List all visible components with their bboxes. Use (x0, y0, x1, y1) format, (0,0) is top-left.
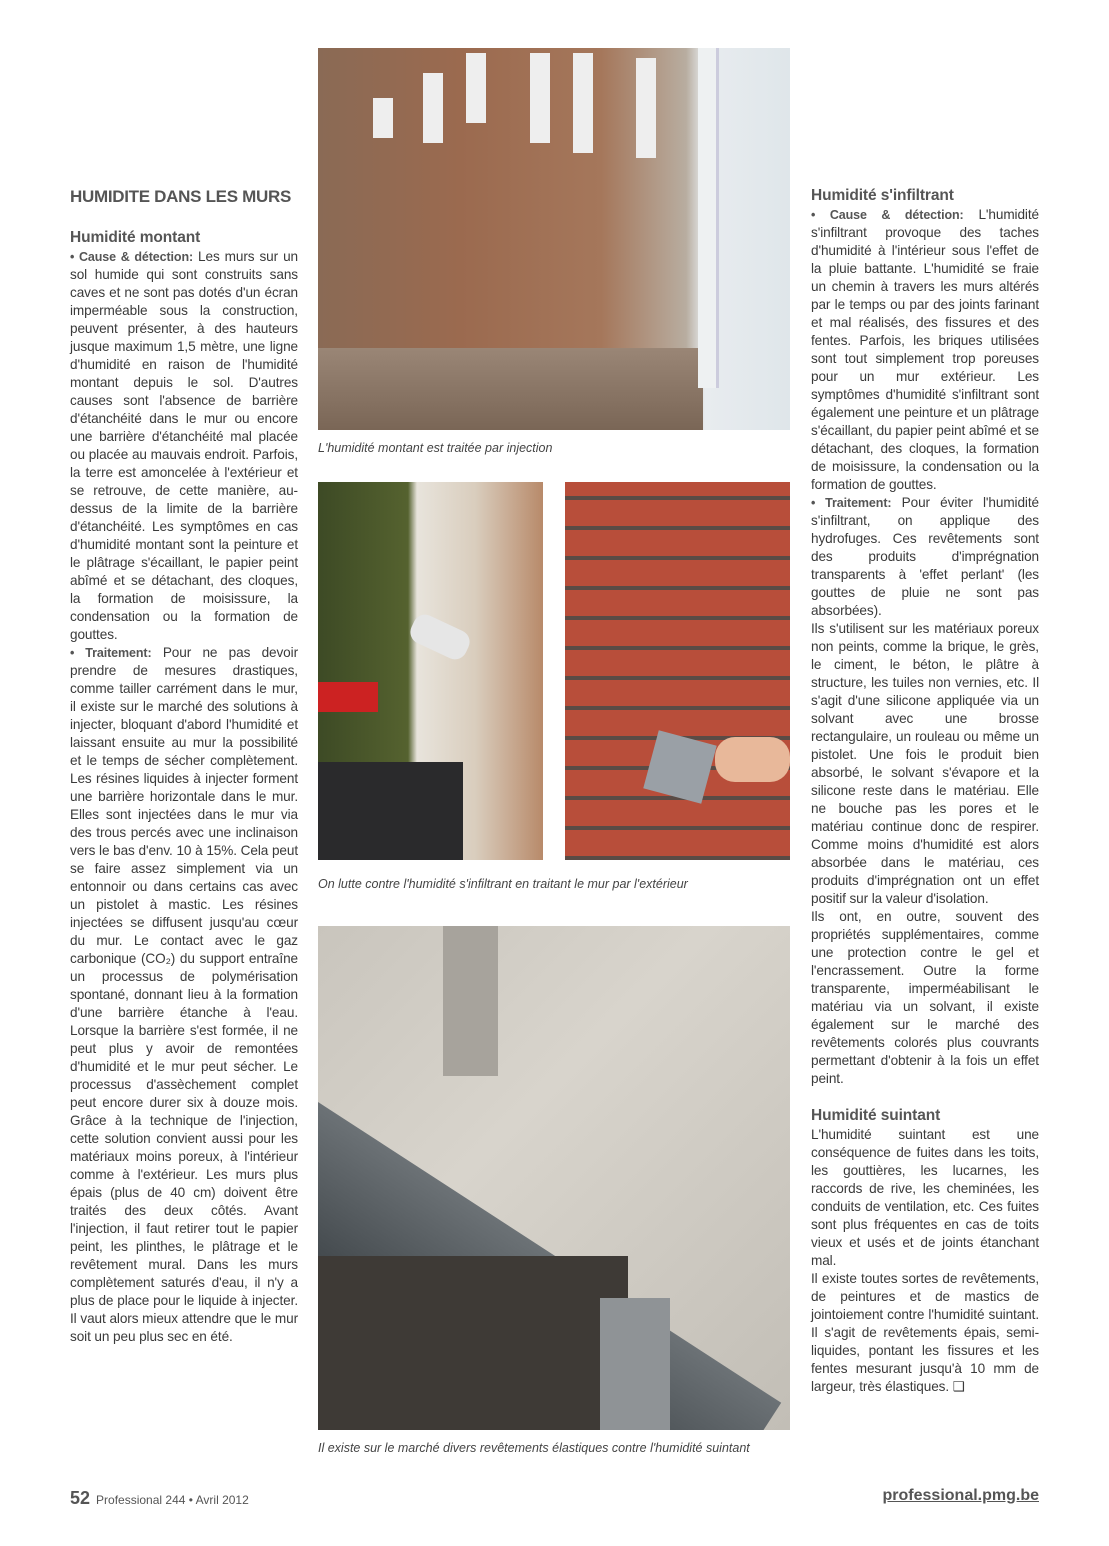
paragraph: L'humidité suintant est une conséquence de fuites dans les toits, les gouttières, les lucarnes, les raccords de rive, les cheminées, les conduits de ventilation, etc. Ces fuites sont plus fréquentes en cas de toits vieux et usés et de joints étanchant mal. (811, 1127, 1039, 1268)
lead-label: • Traitement: (70, 646, 152, 660)
paragraph (70, 644, 298, 1346)
caption-photo2: On lutte contre l'humidité s'infiltrant en traitant le mur par l'extérieur (318, 877, 688, 891)
paragraph: Ils ont, en outre, souvent des propriétés supplémentaires, comme une protection contre le gel et l'encrassement. Outre la forme transparente, imperméabilisant le matériau via un solvant, il existe également sur le marché des revêtements colorés plus couvrants permettant d'obtenir à la fois un effet peint. (811, 909, 1039, 1086)
right-column (811, 186, 1039, 1396)
paragraph: Il existe toutes sortes de revêtements, de peintures et de mastics de jointoiement contre l'humidité suintant. Il s'agit de revêtements épais, semi-liquides, pontant les fissures et les fentes mesurant jusqu'à 10 mm de largeur, très élastiques. ❑ (811, 1271, 1039, 1394)
page-number: 52 (70, 1488, 91, 1508)
heading-humidite-montant: Humidité montant (70, 229, 201, 246)
section-title: HUMIDITE DANS LES MURS (70, 187, 292, 206)
caption-photo1: L'humidité montant est traitée par injection (318, 441, 553, 455)
text: Pour éviter l'humidité s'infiltrant, on applique des hydrofuges. Ces revêtements sont des produits d'imprégnation transparents à 'effet perlant' (les gouttes de pluie ne sont pas absorbées). (811, 495, 1039, 618)
text: Pour ne pas devoir prendre de mesures drastiques, comme tailler carrément dans le mur, il existe sur le marché des solutions à injecter, bloquant d'abord l'humidité et laissant ensuite au mur la possibilité et le temps de sécher complètement. Les résines liquides à injecter forment une barrière horizontale dans le mur. Elles sont injectées dans le mur via des trous percés avec une inclinaison vers le bas d'env. 10 à 15%. Cela peut se faire assez simplement via un entonnoir ou dans certains cas avec un pistolet à mastic. Les résines injectées se diffusent jusqu'au cœur du mur. Le contact avec le gaz carbonique (CO₂) du support entraîne un processus de polymérisation spontané, donnant lieu à la formation d'une barrière étanche à l'eau. Lorsque la barrière s'est formée, il ne peut plus y avoir de remontées d'humidité et le mur peut sécher. Le processus d'assèchement complet peut encore durer six à douze mois. Grâce à la technique de l'injection, cette solution convient aussi pour les matériaux moins poreux, à l'intérieur comme à l'extérieur. Les murs plus épais (plus de 40 cm) doivent être traités des deux côtés. Avant l'injection, il faut retirer tout le papier peint, les plinthes, le plâtrage et le revêtement mural. Dans les murs complètement saturés d'eau, il n'y a plus de place pour le liquide à injecter. Il vaut alors mieux attendre que le mur soit un peu plus sec en été. (70, 645, 298, 1344)
lead-label: • Cause & détection: (811, 208, 964, 222)
paragraph (811, 206, 1039, 494)
lead-label: • Cause & détection: (70, 250, 194, 264)
photo-roller-wall (318, 482, 543, 860)
text: Les murs sur un sol humide qui sont construits sans caves et ne sont pas dotés d'un écran imperméable sous la construction, peuvent présenter, à des hauteurs jusque maximum 1,5 mètre, une ligne d'humidité en raison de l'humidité montant depuis le sol. D'autres causes sont l'absence de barrière d'étanchéité dans le mur ou encore une barrière d'étanchéité mal placée ou placée au mauvais endroit. Parfois, la terre est amoncelée à l'extérieur et se retrouve, de cette manière, au-dessus de la limite de la barrière d'étanchéité. Les symptômes en cas d'humidité montant sont la peinture et le plâtrage s'écaillant, le papier peint abîmé et se détachant, des cloques, la formation de moisissure, la condensation ou la formation de gouttes. (70, 249, 298, 642)
photo-injection (318, 48, 790, 430)
photo-brush-bricks (565, 482, 790, 860)
photo-gutter (318, 926, 790, 1430)
caption-photo3: Il existe sur le marché divers revêtements élastiques contre l'humidité suintant (318, 1441, 750, 1455)
website-link[interactable]: professional.pmg.be (882, 1487, 1039, 1504)
footer-left (70, 1488, 249, 1509)
paragraph (70, 248, 298, 644)
paragraph: Ils s'utilisent sur les matériaux poreux non peints, comme la brique, le grès, le ciment, le béton, le plâtre à structure, les tuiles non vernies, etc. Il s'agit d'une silicone appliquée via un solvant avec une brosse rectangulaire, un rouleau ou même un pistolet. Une fois le produit bien absorbé, le solvant s'évapore et la silicone reste dans le matériau. Elle ne bouche pas les pores et le matériau continue donc de respirer. Comme moins d'humidité est alors absorbée dans le matériau, ces produits d'imprégnation ont un effet positif sur la valeur d'isolation. (811, 621, 1039, 906)
heading-humidite-infiltrant: Humidité s'infiltrant (811, 187, 954, 204)
paragraph (811, 494, 1039, 620)
heading-humidite-suintant: Humidité suintant (811, 1107, 941, 1124)
issue-info: Professional 244 • Avril 2012 (96, 1493, 249, 1507)
lead-label: • Traitement: (811, 496, 892, 510)
left-column (70, 186, 298, 1346)
text: L'humidité s'infiltrant provoque des taches d'humidité à l'intérieur sous l'effet de la pluie battante. L'humidité se fraie un chemin à travers les murs altérés par le temps ou par des joints farinant et mal réalisés, des fissures et des fentes. Parfois, les briques utilisées sont tout simplement trop poreuses pour un mur extérieur. Les symptômes d'humidité s'infiltrant sont également une peinture et un plâtrage s'écaillant, du papier peint abîmé et se détachant, des cloques, la formation de moisissure, la condensation ou la formation de gouttes. (811, 207, 1039, 492)
